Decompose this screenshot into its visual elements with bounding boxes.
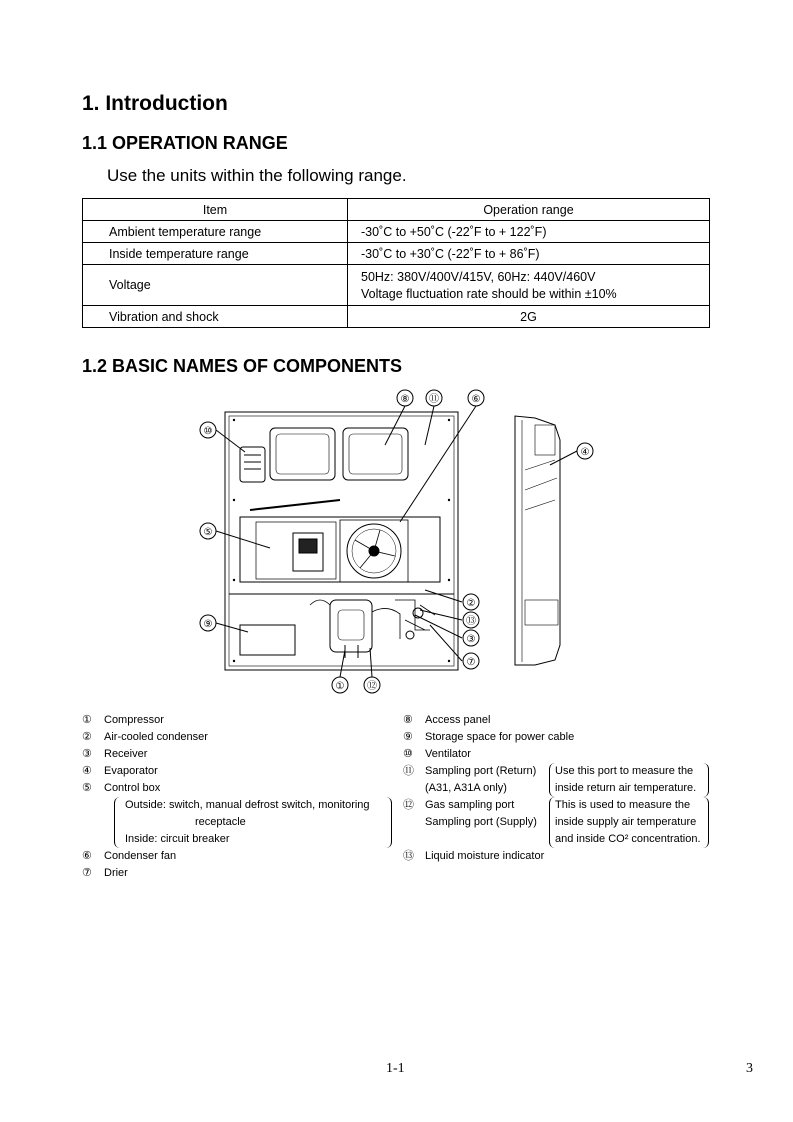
item-number: ⑨ [403,731,413,743]
sampling-return-note [549,763,709,797]
access-panel-right [343,428,408,480]
callout-label: ② [466,598,476,609]
item-number: ⑩ [403,748,413,760]
item-number: ① [82,714,92,726]
item-number: ② [82,731,92,743]
page-footer-section: 1-1 [386,1061,405,1076]
callout-label: ④ [580,447,590,458]
callout-label: ⑧ [400,394,410,405]
item-number: ④ [82,765,92,777]
item-label: Sampling port (Supply) [425,816,537,828]
table-cell: Ambient temperature range [83,221,348,243]
item-number: ⑦ [82,867,92,879]
item-label: Air-cooled condenser [104,731,208,743]
list-item [82,865,392,882]
callout-label: ⑪ [429,394,439,405]
detail-line: Inside: circuit breaker [125,833,230,845]
callout-label: ⑥ [471,394,481,405]
voltage-line-1: 50Hz: 380V/400V/415V, 60Hz: 440V/460V [361,269,596,284]
table-cell: -30˚C to +50˚C (-22˚F to + 122˚F) [348,221,710,243]
table-row [83,221,710,243]
callout-label: ⑨ [203,619,213,630]
table-cell: Voltage [83,265,348,306]
list-item [82,780,392,797]
list-item [403,797,713,848]
item-label: Sampling port (Return) [425,765,537,777]
cable-storage-shape [240,625,295,655]
item-label: Ventilator [425,748,471,760]
item-label: Gas sampling port [425,799,515,811]
detail-line: Outside: switch, manual defrost switch, monitoring [125,799,370,811]
components-list-left [82,712,392,882]
list-item [403,763,713,797]
control-box-detail [114,797,392,848]
table-header: Operation range [348,199,710,221]
callout-label: ⑩ [203,426,213,437]
list-item [82,746,392,763]
list-item [403,746,713,763]
table-header: Item [83,199,348,221]
table-row [83,306,710,328]
component-diagram [190,385,610,700]
table-cell: Vibration and shock [83,306,348,328]
callout-label: ③ [466,634,476,645]
item-label: Control box [104,782,161,794]
list-item [403,848,713,865]
item-label: Compressor [104,714,164,726]
item-number: ⑪ [403,765,414,777]
item-label: (A31, A31A only) [425,782,507,794]
list-item [82,848,392,865]
note-line: Use this port to measure the [555,765,694,777]
sampling-supply-note [549,797,709,848]
section-title-operation-range: 1.1 OPERATION RANGE [82,133,288,153]
item-label: Access panel [425,714,491,726]
page-number: 3 [746,1061,753,1076]
note-line: This is used to measure the [555,799,691,811]
intro-text: Use the units within the following range. [107,166,407,185]
callout-label: ⑦ [466,657,476,668]
table-row [83,265,710,306]
item-number: ⑤ [82,782,92,794]
table-cell: 2G [348,306,710,328]
table-cell: Inside temperature range [83,243,348,265]
item-label: Evaporator [104,765,158,777]
note-line: and inside CO² concentration. [555,833,701,845]
unit-frame [225,412,458,670]
table-cell: -30˚C to +30˚C (-22˚F to + 86˚F) [348,243,710,265]
control-box-shape [256,522,336,579]
page-heading: 1. Introduction [82,92,228,115]
item-label: Receiver [104,748,148,760]
table-cell [348,265,710,306]
callout-label: ⑬ [466,616,476,627]
item-number: ⑫ [403,799,414,811]
compressor-shape [330,600,372,652]
item-label: Liquid moisture indicator [425,850,545,862]
list-item [82,763,392,780]
table-header-row [83,199,710,221]
voltage-line-2: Voltage fluctuation rate should be within ±10% [361,286,617,301]
section-title-components: 1.2 BASIC NAMES OF COMPONENTS [82,356,403,376]
note-line: inside return air temperature. [555,782,697,794]
item-label: Storage space for power cable [425,731,575,743]
list-item [82,712,392,729]
callout-label: ① [335,681,345,692]
item-label: Condenser fan [104,850,177,862]
components-list-right [403,712,713,865]
item-number: ⑬ [403,850,414,862]
callout-label: ⑫ [367,681,377,692]
item-number: ⑧ [403,714,413,726]
access-panel-left [270,428,335,480]
callout-label: ⑤ [203,527,213,538]
list-item [403,712,713,729]
detail-line: receptacle [195,816,246,828]
ventilator-shape [240,447,265,482]
operation-range-table [82,198,710,328]
list-item [82,729,392,746]
note-line: inside supply air temperature [555,816,697,828]
item-number: ③ [82,748,92,760]
item-label: Drier [104,867,128,879]
table-row [83,243,710,265]
item-number: ⑥ [82,850,92,862]
list-item [403,729,713,746]
